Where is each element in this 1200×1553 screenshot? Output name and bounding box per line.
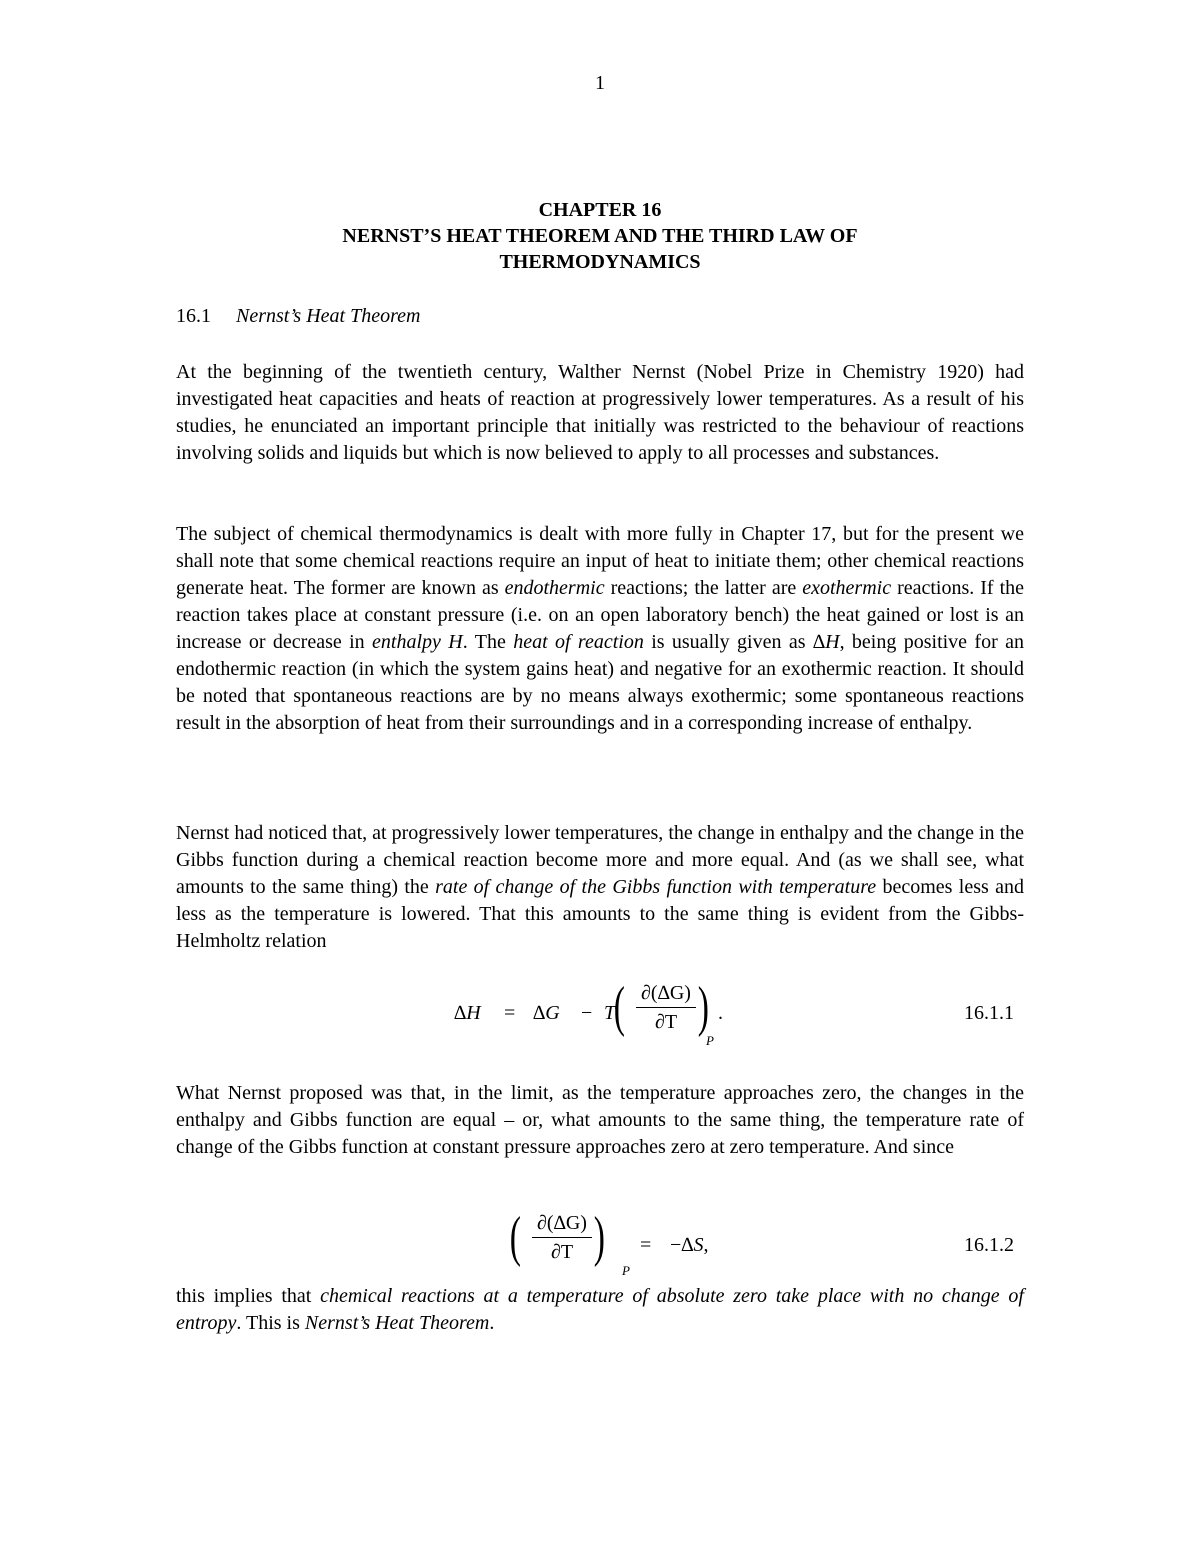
p2-text-c: reactions; the latter are <box>604 577 803 599</box>
eq1-delta-g: ∆G <box>533 1002 560 1024</box>
paragraph-4: What Nernst proposed was that, in the limit, as the temperature approaches zero, the changes in the enthalpy and Gibbs function are equal – or, what amounts to the same thing, the temperature rate of change of the Gibbs function at constant pressure approaches zero at zero temperature. And since <box>176 1082 1024 1158</box>
equation-16-1-1 <box>176 975 1024 1055</box>
chapter-title <box>176 197 1024 275</box>
p3-text-c: becomes less and less as the temperature is lowered. That this amounts to the same thing is evident from the Gibbs-Helmholtz relation <box>176 876 1025 952</box>
chapter-label: CHAPTER 16 <box>538 199 662 221</box>
page-number: 1 <box>595 72 605 94</box>
p5-text-c: . This is <box>236 1312 305 1334</box>
p2-var-h: H <box>825 631 840 653</box>
eq1-denominator: ∂T <box>654 1011 678 1033</box>
section-heading <box>176 305 420 328</box>
p2-text-a: The subject of chemical thermodynamics is dealt with more fully in Chapter 17, but for the present we shall note that some chemical reactions require an input of heat to initiate them; other chemical reactions generate heat. The former are known as <box>176 523 1024 599</box>
p2-text-g: . The <box>462 631 514 653</box>
p5-text-e: . <box>489 1312 495 1334</box>
paragraph-3 <box>176 820 1024 955</box>
term-endothermic: endothermic <box>504 577 605 599</box>
p5-text-a: this implies that <box>176 1285 321 1307</box>
p2-text-i: is usually given as ∆ <box>643 631 826 653</box>
term-enthalpy: enthalpy H <box>372 631 463 653</box>
paragraph-2 <box>176 521 1024 737</box>
eq1-fraction-bar <box>636 1007 696 1008</box>
equation-16-1-2 <box>176 1205 1024 1285</box>
chapter-title-line-2: THERMODYNAMICS <box>499 251 701 273</box>
p5-emphasis-statement: chemical reactions at a temperature of absolute zero take place with no change of entropy <box>176 1285 1024 1334</box>
equation-number-16-1-1: 16.1.1 <box>964 1002 1014 1024</box>
eq1-minus: − <box>581 1002 593 1024</box>
eq2-fraction-bar <box>532 1237 592 1238</box>
eq2-right-paren: ) <box>593 1206 605 1268</box>
eq1-numerator: ∂(∆G) <box>641 982 691 1004</box>
equation-number-16-1-2: 16.1.2 <box>964 1234 1014 1256</box>
eq1-subscript: P <box>706 1033 714 1048</box>
p2-text-e: reactions. If the reaction takes place at constant pressure (i.e. on an open laboratory bench) the heat gained or lost is an increase or decrease in <box>176 577 1024 653</box>
eq2-fraction <box>532 1211 592 1264</box>
paragraph-5 <box>176 1283 1024 1337</box>
paragraph-1: At the beginning of the twentieth century, Walther Nernst (Nobel Prize in Chemistry 1920) had investigated heat capacities and heats of reaction at progressively lower temperatures. As a result of his studies, he enunciated an important principle that initially was restricted to the behaviour of reactions involving solids and liquids but which is now believed to apply to all processes and substances. <box>176 361 1024 464</box>
eq2-numerator: ∂(∆G) <box>537 1212 587 1234</box>
eq2-denominator: ∂T <box>550 1241 574 1263</box>
term-heat-of-reaction: heat of reaction <box>513 631 644 653</box>
eq2-subscript: P <box>622 1263 630 1278</box>
eq2-equals: = <box>640 1234 652 1256</box>
p2-text-k: , being positive for an endothermic reaction (in which the system gains heat) and negative for an exothermic reaction. It should be noted that spontaneous reactions are by no means always exothermic; some spontaneous reactions result in the absorption of heat from their surroundings and in a corresponding increase of enthalpy. <box>176 631 1024 734</box>
p3-text-a: Nernst had noticed that, at progressively lower temperatures, the change in enthalpy and the change in the Gibbs function during a chemical reaction become more and more equal. And (as we shall see, what amounts to the same thing) the <box>176 822 1024 898</box>
eq1-lhs: ∆H <box>454 1002 481 1024</box>
section-title: Nernst’s Heat Theorem <box>236 305 421 327</box>
term-exothermic: exothermic <box>802 577 892 599</box>
eq2-rhs: −∆S, <box>670 1234 709 1256</box>
chapter-title-line-1: NERNST’S HEAT THEOREM AND THE THIRD LAW OF <box>342 225 858 247</box>
eq2-left-paren: ( <box>509 1206 521 1268</box>
term-rate-of-change: rate of change of the Gibbs function with temperature <box>435 876 877 898</box>
eq1-fraction <box>636 981 696 1034</box>
eq1-t-var: T <box>604 1002 616 1024</box>
eq1-trail: . <box>718 1002 723 1024</box>
p5-theorem-name: Nernst’s Heat Theorem <box>304 1312 490 1334</box>
eq1-right-paren: ) <box>697 976 709 1038</box>
eq1-left-paren: ( <box>613 976 625 1038</box>
section-number: 16.1 <box>176 305 211 327</box>
eq1-equals: = <box>504 1002 516 1024</box>
